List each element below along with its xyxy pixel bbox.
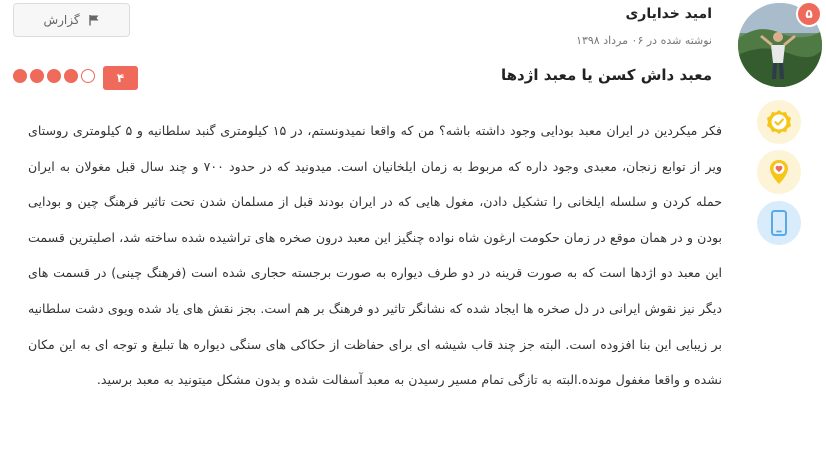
flag-icon [88,14,100,26]
post-date: نوشته شده در ۰۶ مرداد ۱۳۹۸ [576,34,712,47]
review-title: معبد داش کسن یا معبد اژدها [501,66,712,84]
rating-dot [81,69,95,83]
user-avatar-wrapper[interactable] [738,3,822,87]
mobile-badge[interactable] [757,201,801,245]
rating-dots [13,69,95,83]
rating-dot [13,69,27,83]
author-name[interactable]: امید خدایاری [625,6,712,22]
rating-dot [64,69,78,83]
report-label: گزارش [43,13,80,27]
check-badge-icon [765,108,793,136]
review-body: فکر میکردین در ایران معبد بودایی وجود داشته باشه؟ من که واقعا نمیدونستم، در ۱۵ کیلومتری گنبد سلطانیه و ۵ کیلومتری روستای ویر از توابع زنجان، معبدی وجود داره که مربوط به زمان ایلخانیان است. میدونید که در حدود ۷۰۰ و چند سال قبل مغولان به ایران حمله کردن و سلسله ایلخانی را تشکیل دادن، مغول هایی که در ایران بودند قبل از مسلمان شدن تحت تاثیر فرهنگ چین و بودایی بودن و در همان موقع در زمان حکومت ارغون شاه نواده چنگیز این معبد درون صخره های تراشیده شده ساخته شد، اصلیترین قسمت این معبد دو اژدها است که به صورت قرینه در دو طرف دیواره به صورت برجسته حجاری شده است (فرهنگ چینی) در قسمت های دیگر نیز نقوش ایرانی در دل صخره ها ایجاد شده که نشانگر تاثیر دو فرهنگ بر هم است. بجز نقش های یاد شده ویوی دشت سلطانیه بر زیبایی این بنا افزوده است. البته جز چند قاب شیشه ای برای حفاظت از حکاکی های سنگی دیواره ها تبلیغ و توجه ای به این مکان نشده و واقعا مغفول مونده.البته به تازگی تمام مسیر رسیدن به معبد آسفالت شده و بدون مشکل میتونید به معبد برسید. [28,123,722,388]
report-button[interactable] [13,3,130,37]
level-badge: ۵ [796,1,822,27]
rating-score: ۴ [103,66,138,90]
location-heart-icon [767,158,791,186]
location-badge[interactable] [757,150,801,194]
mobile-phone-icon [769,209,789,237]
rating-dot [30,69,44,83]
rating-dot [47,69,61,83]
check-badge[interactable] [757,100,801,144]
